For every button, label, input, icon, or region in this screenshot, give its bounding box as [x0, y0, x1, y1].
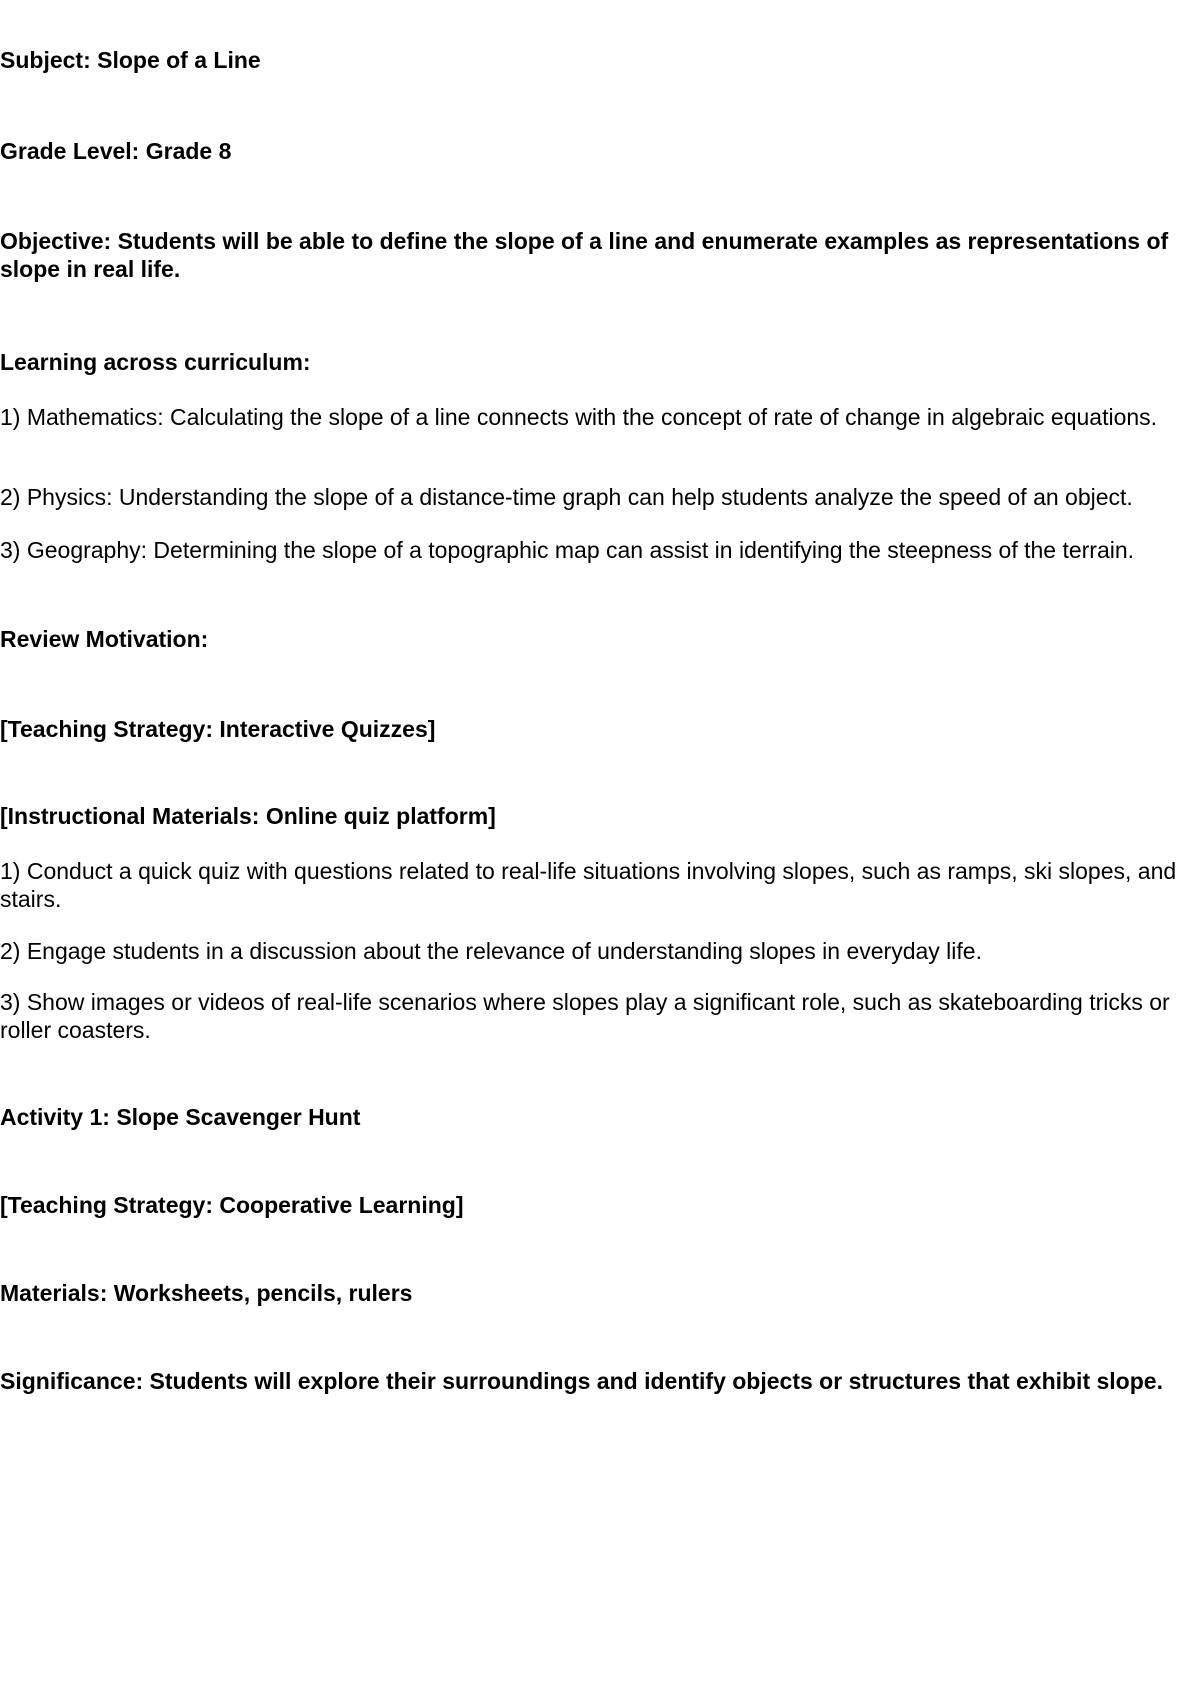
review-item: 2) Engage students in a discussion about the relevance of understanding slopes in everyday life. [0, 938, 982, 964]
review-strategy: [Teaching Strategy: Interactive Quizzes] [0, 716, 436, 742]
learning-item: 1) Mathematics: Calculating the slope of a line connects with the concept of rate of change in algebraic equations. [0, 404, 1158, 430]
learning-item: 3) Geography: Determining the slope of a topographic map can assist in identifying the steepness of the terrain. [0, 537, 1135, 563]
activity-strategy: [Teaching Strategy: Cooperative Learning] [0, 1192, 464, 1218]
activity-significance: Significance: Students will explore their surroundings and identify objects or structures that exhibit slope. [0, 1368, 1163, 1394]
grade-level-line: Grade Level: Grade 8 [0, 138, 232, 164]
learning-item: 2) Physics: Understanding the slope of a distance-time graph can help students analyze the speed of an object. [0, 484, 1133, 510]
objective-line: Objective: Students will be able to define the slope of a line and enumerate examples as representations of slope in real life. [0, 228, 1169, 282]
review-materials: [Instructional Materials: Online quiz platform] [0, 803, 496, 829]
review-item: 1) Conduct a quick quiz with questions related to real-life situations involving slopes, such as ramps, ski slopes, and stairs. [0, 858, 1177, 912]
review-item: 3) Show images or videos of real-life scenarios where slopes play a significant role, such as skateboarding tricks or roller coasters. [0, 989, 1170, 1043]
review-heading: Review Motivation: [0, 626, 209, 652]
subject-line: Subject: Slope of a Line [0, 47, 261, 73]
activity-materials: Materials: Worksheets, pencils, rulers [0, 1280, 413, 1306]
activity-title: Activity 1: Slope Scavenger Hunt [0, 1104, 361, 1130]
learning-heading: Learning across curriculum: [0, 349, 311, 375]
